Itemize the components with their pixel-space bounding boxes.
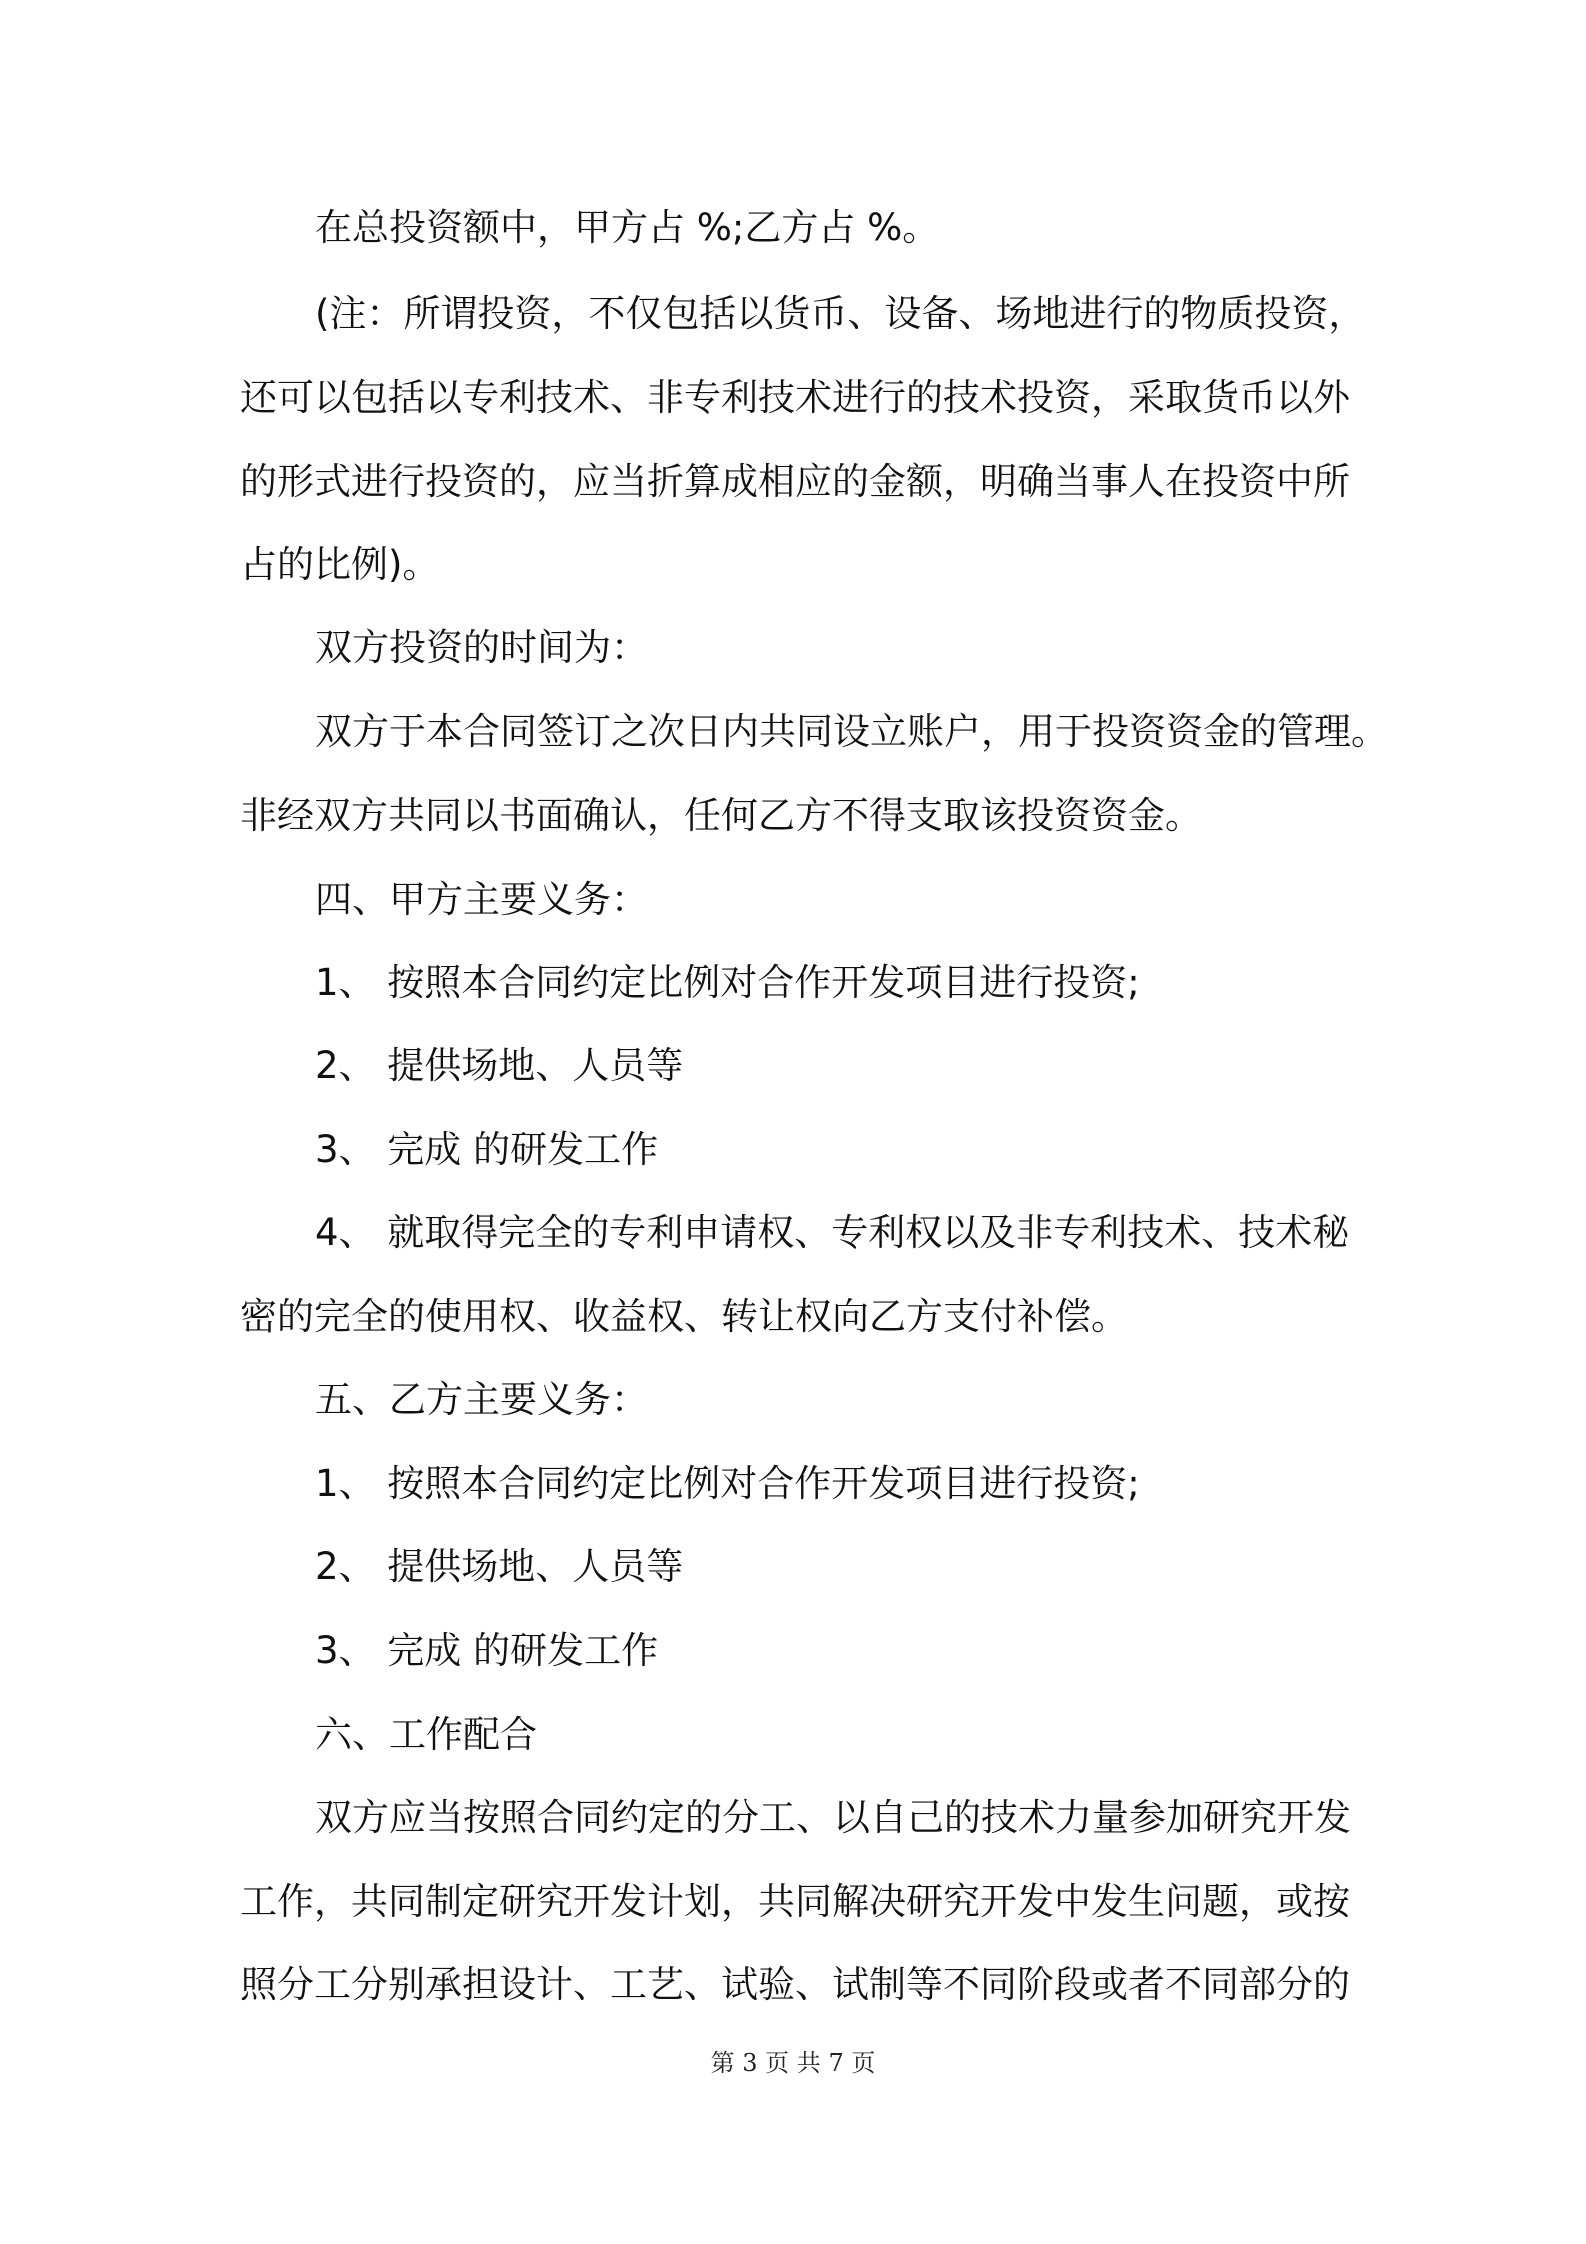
party-b-item-3: 3、 完成 的研发工作 <box>315 1629 659 1672</box>
investment-note-line-4: 占的比例)。 <box>240 543 440 586</box>
investment-share-line: 在总投资额中，甲方占 %;乙方占 %。 <box>315 206 940 249</box>
party-a-item-2: 2、 提供场地、人员等 <box>315 1044 684 1087</box>
party-a-item-4-line-1: 4、 就取得完全的专利申请权、专利权以及非专利技术、技术秘 <box>315 1211 1350 1254</box>
party-a-item-3: 3、 完成 的研发工作 <box>315 1128 659 1171</box>
account-setup-line-1: 双方于本合同签订之次日内共同设立账户，用于投资资金的管理。 <box>315 710 1388 753</box>
investment-note-line-2: 还可以包括以专利技术、非专利技术进行的技术投资，采取货币以外 <box>240 376 1350 419</box>
cooperation-line-1: 双方应当按照合同约定的分工、以自己的技术力量参加研究开发 <box>315 1796 1351 1839</box>
party-a-item-1: 1、 按照本合同约定比例对合作开发项目进行投资; <box>315 961 1140 1004</box>
investment-time-heading: 双方投资的时间为： <box>315 626 648 669</box>
account-setup-line-2: 非经双方共同以书面确认，任何乙方不得支取该投资资金。 <box>240 794 1202 837</box>
party-a-item-4-line-2: 密的完全的使用权、收益权、转让权向乙方支付补偿。 <box>240 1295 1128 1338</box>
party-b-item-2: 2、 提供场地、人员等 <box>315 1545 684 1588</box>
investment-note-line-1: (注：所谓投资，不仅包括以货币、设备、场地进行的物质投资， <box>315 292 1366 335</box>
section-heading-cooperation: 六、工作配合 <box>315 1713 537 1756</box>
cooperation-line-2: 工作，共同制定研究开发计划，共同解决研究开发中发生问题，或按 <box>240 1880 1350 1923</box>
investment-note-line-3: 的形式进行投资的，应当折算成相应的金额，明确当事人在投资中所 <box>240 460 1350 503</box>
section-heading-party-a: 四、甲方主要义务： <box>315 878 648 921</box>
section-heading-party-b: 五、乙方主要义务： <box>315 1378 648 1421</box>
page-number-footer: 第 3 页 共 7 页 <box>710 2049 876 2077</box>
party-b-item-1: 1、 按照本合同约定比例对合作开发项目进行投资; <box>315 1462 1140 1505</box>
cooperation-line-3: 照分工分别承担设计、工艺、试验、试制等不同阶段或者不同部分的 <box>240 1963 1350 2006</box>
